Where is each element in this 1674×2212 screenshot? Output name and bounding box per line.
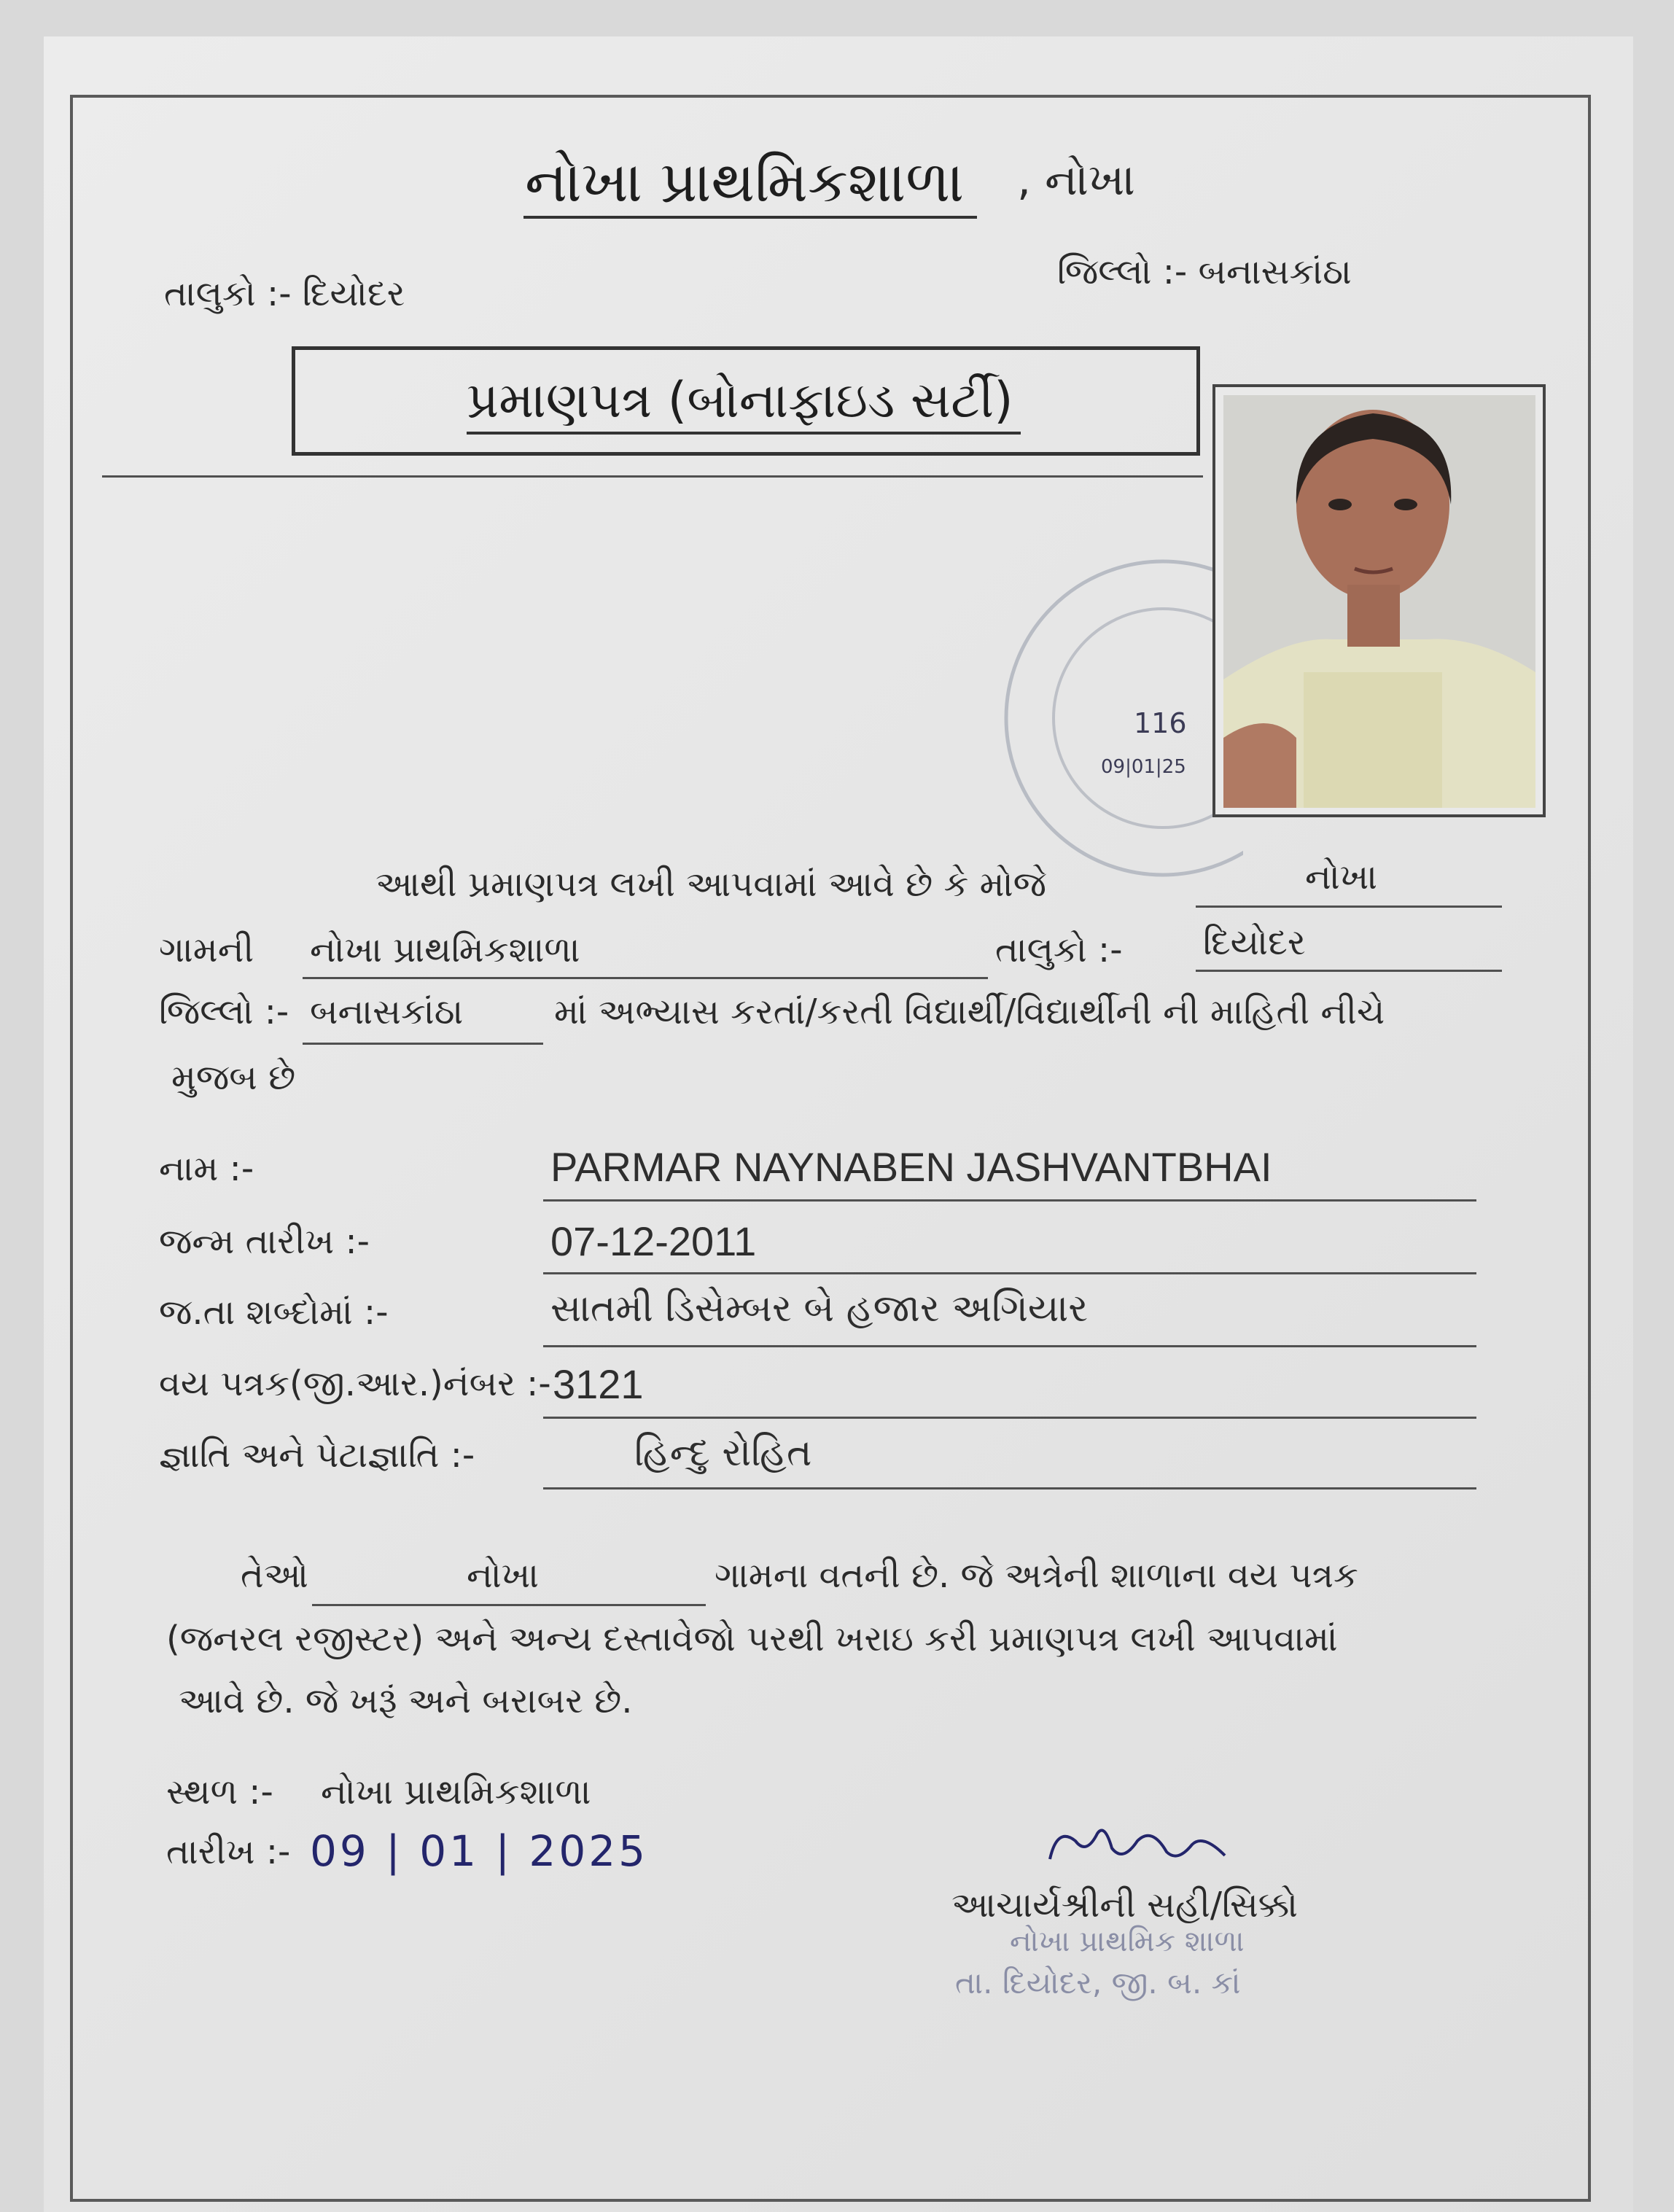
certificate-title-underline	[467, 432, 1021, 435]
field-line-dob-words	[543, 1345, 1476, 1347]
school-name-underline	[523, 216, 977, 219]
school-name: નોખા પ્રાથમિકશાળા	[525, 149, 965, 215]
field-value-dob: 07-12-2011	[550, 1218, 757, 1264]
student-photo	[1223, 395, 1535, 808]
seal-line2: તા. દિયોદર, જી. બ. કાં	[955, 1965, 1241, 2001]
declaration-teo: તેઓ	[241, 1555, 308, 1596]
gam-label: ગામની	[159, 930, 254, 970]
place-value: નોખા પ્રાથમિકશાળા	[321, 1772, 591, 1812]
header-taluko: તાલુકો :- દિયોદર	[164, 273, 405, 314]
school-seal-stamp	[995, 550, 1243, 900]
intro-jillo-line	[303, 1043, 543, 1045]
intro-school-line	[303, 977, 988, 979]
intro-village-line	[1196, 906, 1502, 908]
declaration-line1: ગામના વતની છે. જે અત્રેની શાળાના વય પત્રક	[715, 1555, 1358, 1596]
intro-school: નોખા પ્રાથમિકશાળા	[310, 930, 580, 970]
field-label-name: નામ :-	[159, 1148, 254, 1189]
declaration-village: નોખા	[467, 1555, 539, 1596]
field-line-caste	[543, 1487, 1476, 1489]
principal-signature	[1043, 1819, 1232, 1877]
declaration-line2: (જનરલ રજીસ્ટર) અને અન્ય દસ્તાવેજો પરથી ખરાઇ કરી પ્રમાણપત્ર લખી આપવામાં	[166, 1619, 1338, 1659]
field-value-caste: હિન્દુ રોહિત	[634, 1431, 812, 1475]
field-value-name: PARMAR NAYNABEN JASHVANTBHAI	[550, 1144, 1272, 1190]
jillo-label: જિલ્લો :-	[159, 992, 289, 1032]
study-text: માં અભ્યાસ કરતાં/કરતી વિદ્યાર્થી/વિદ્યાર્થીની ની માહિતી નીચે	[554, 992, 1385, 1032]
signature-caption: આચાર્યશ્રીની સહી/સિક્કો	[951, 1885, 1299, 1925]
stamp-number: 116	[1134, 707, 1187, 739]
field-value-gr-number: 3121	[553, 1361, 644, 1407]
certificate-title: પ્રમાણપત્ર (બોનાફાઇડ સર્ટી)	[467, 372, 1013, 429]
field-label-gr-number: વય પત્રક(જી.આર.)નંબર :-	[159, 1363, 551, 1404]
header-jillo: જિલ્લો :- બનાસકાંઠા	[1057, 252, 1352, 292]
taluko-label: તાલુકો :-	[995, 930, 1123, 970]
place-label: સ્થળ :-	[166, 1772, 273, 1812]
header-separator	[102, 475, 1203, 478]
intro-taluko-line	[1196, 970, 1502, 972]
declaration-village-line	[312, 1604, 706, 1606]
intro-line1: આથી પ્રમાણપત્ર લખી આપવામાં આવે છે કે મોજે	[375, 864, 1046, 905]
field-line-dob	[543, 1272, 1476, 1274]
field-line-name	[543, 1199, 1476, 1202]
intro-village: નોખા	[1305, 857, 1377, 897]
date-value: 09 | 01 | 2025	[310, 1826, 649, 1876]
field-value-dob-words: સાતમી ડિસેમ્બર બે હજાર અગિયાર	[550, 1287, 1089, 1331]
field-line-gr-number	[543, 1417, 1476, 1419]
school-village: , નોખા	[1017, 155, 1135, 206]
field-label-caste: જ્ઞાતિ અને પેટાજ્ઞાતિ :-	[159, 1435, 475, 1476]
stamp-date: 09|01|25	[1101, 756, 1186, 778]
intro-taluko: દિયોદર	[1203, 922, 1306, 963]
field-label-dob-words: જ.તા શબ્દોમાં :-	[159, 1292, 389, 1333]
seal-line1: નોખા પ્રાથમિક શાળા	[1010, 1925, 1245, 1958]
field-label-dob: જન્મ તારીખ :-	[159, 1221, 370, 1262]
date-label: તારીખ :-	[166, 1831, 291, 1872]
intro-jillo: બનાસકાંઠા	[310, 992, 464, 1032]
declaration-line3: આવે છે. જે ખરૂં અને બરાબર છે.	[179, 1681, 633, 1721]
mujab-text: મુજબ છે	[171, 1057, 296, 1098]
